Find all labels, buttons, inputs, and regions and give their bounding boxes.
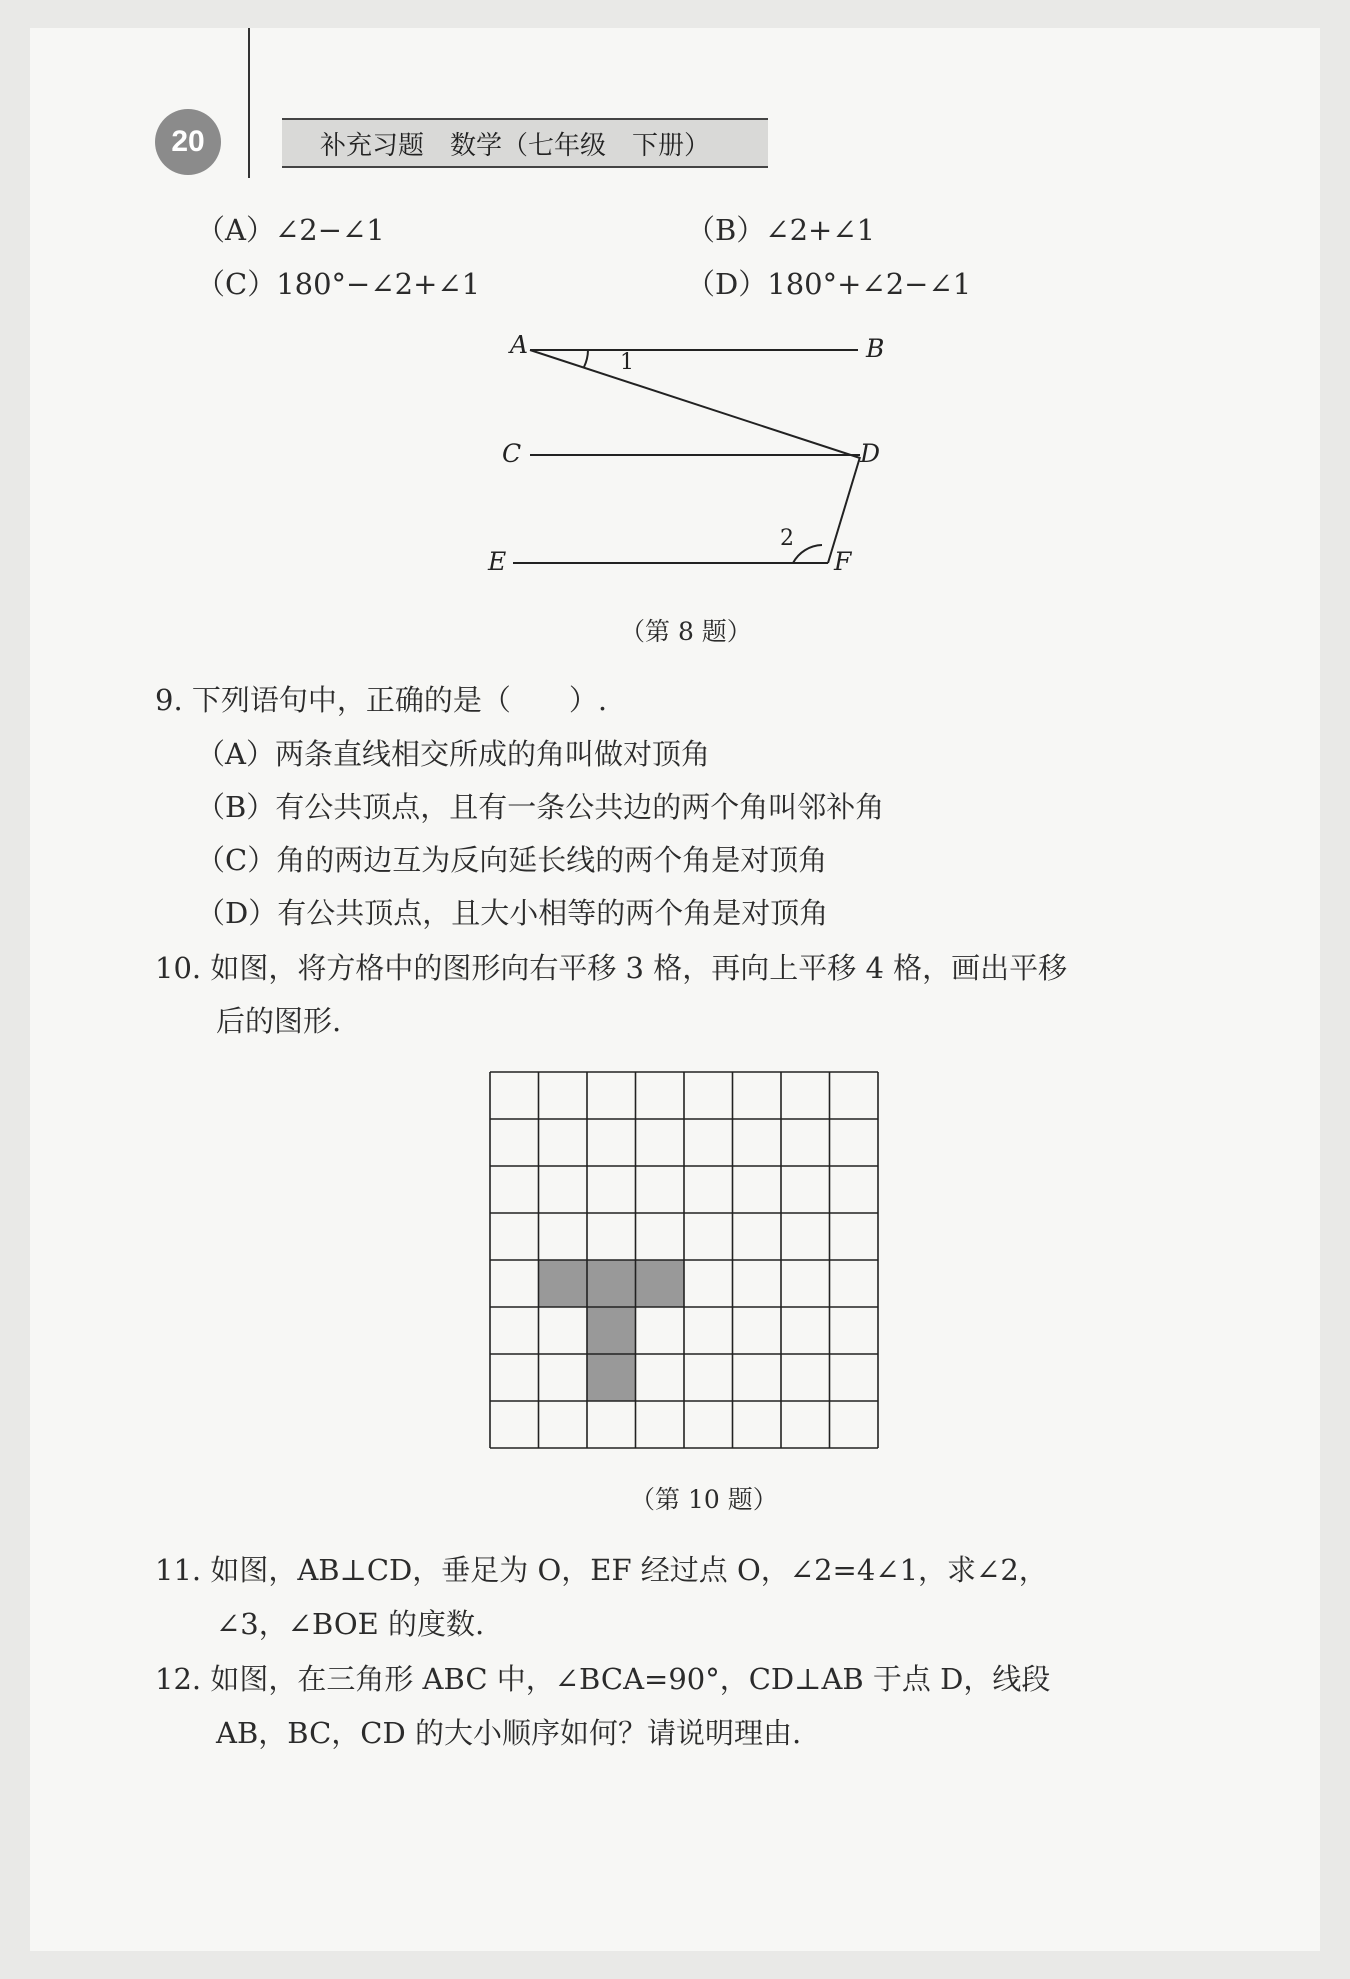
q8-option-d: （D）180°+∠2−∠1 bbox=[686, 267, 972, 301]
q11-line-2: ∠3，∠BOE 的度数. bbox=[216, 1607, 485, 1641]
q8-option-c: （C）180°−∠2+∠1 bbox=[196, 267, 481, 301]
line-ad bbox=[530, 350, 860, 458]
q9-option-a: （A）两条直线相交所成的角叫做对顶角 bbox=[196, 737, 710, 771]
shaded-cell bbox=[587, 1260, 636, 1307]
label-b: B bbox=[866, 335, 885, 363]
figure-8 bbox=[470, 335, 890, 585]
q12-line-1: 12. 如图，在三角形 ABC 中，∠BCA=90°，CD⊥AB 于点 D，线段 bbox=[155, 1662, 1051, 1696]
label-f: F bbox=[834, 547, 852, 576]
page-number-badge: 20 bbox=[155, 109, 221, 175]
figure-10-grid bbox=[488, 1070, 880, 1450]
label-e: E bbox=[488, 547, 507, 576]
q9-stem: 9. 下列语句中，正确的是（ ）. bbox=[155, 683, 608, 717]
angle-2-arc bbox=[793, 545, 822, 563]
figure-10-caption: （第 10 题） bbox=[630, 1485, 778, 1514]
q8-option-a: （A）∠2−∠1 bbox=[196, 213, 385, 247]
shaded-cell bbox=[587, 1307, 636, 1354]
shaded-cell bbox=[587, 1354, 636, 1401]
q10-line-1: 10. 如图，将方格中的图形向右平移 3 格，再向上平移 4 格，画出平移 bbox=[155, 951, 1068, 985]
q9-option-d: （D）有公共顶点，且大小相等的两个角是对顶角 bbox=[196, 896, 829, 930]
label-d: D bbox=[860, 439, 881, 468]
q9-option-c: （C）角的两边互为反向延长线的两个角是对顶角 bbox=[196, 843, 828, 877]
shaded-cell bbox=[636, 1260, 685, 1307]
q9-option-b: （B）有公共顶点，且有一条公共边的两个角叫邻补角 bbox=[196, 790, 885, 824]
label-a: A bbox=[510, 335, 529, 359]
header-divider bbox=[248, 28, 250, 178]
running-header bbox=[282, 118, 768, 168]
label-c: C bbox=[502, 439, 522, 468]
q8-option-b: （B）∠2+∠1 bbox=[686, 213, 876, 247]
angle-1-arc bbox=[584, 350, 588, 367]
q12-line-2: AB，BC，CD 的大小顺序如何？请说明理由. bbox=[216, 1716, 802, 1750]
shaded-cell bbox=[539, 1260, 588, 1307]
figure-8-caption: （第 8 题） bbox=[620, 617, 752, 646]
q10-line-2: 后的图形. bbox=[216, 1004, 342, 1038]
running-header-title: 补充习题 数学（七年级 下册） bbox=[320, 130, 711, 161]
angle-1-label: 1 bbox=[620, 350, 634, 375]
angle-2-label: 2 bbox=[780, 526, 794, 551]
q11-line-1: 11. 如图，AB⊥CD，垂足为 O，EF 经过点 O，∠2=4∠1，求∠2， bbox=[155, 1553, 1048, 1587]
